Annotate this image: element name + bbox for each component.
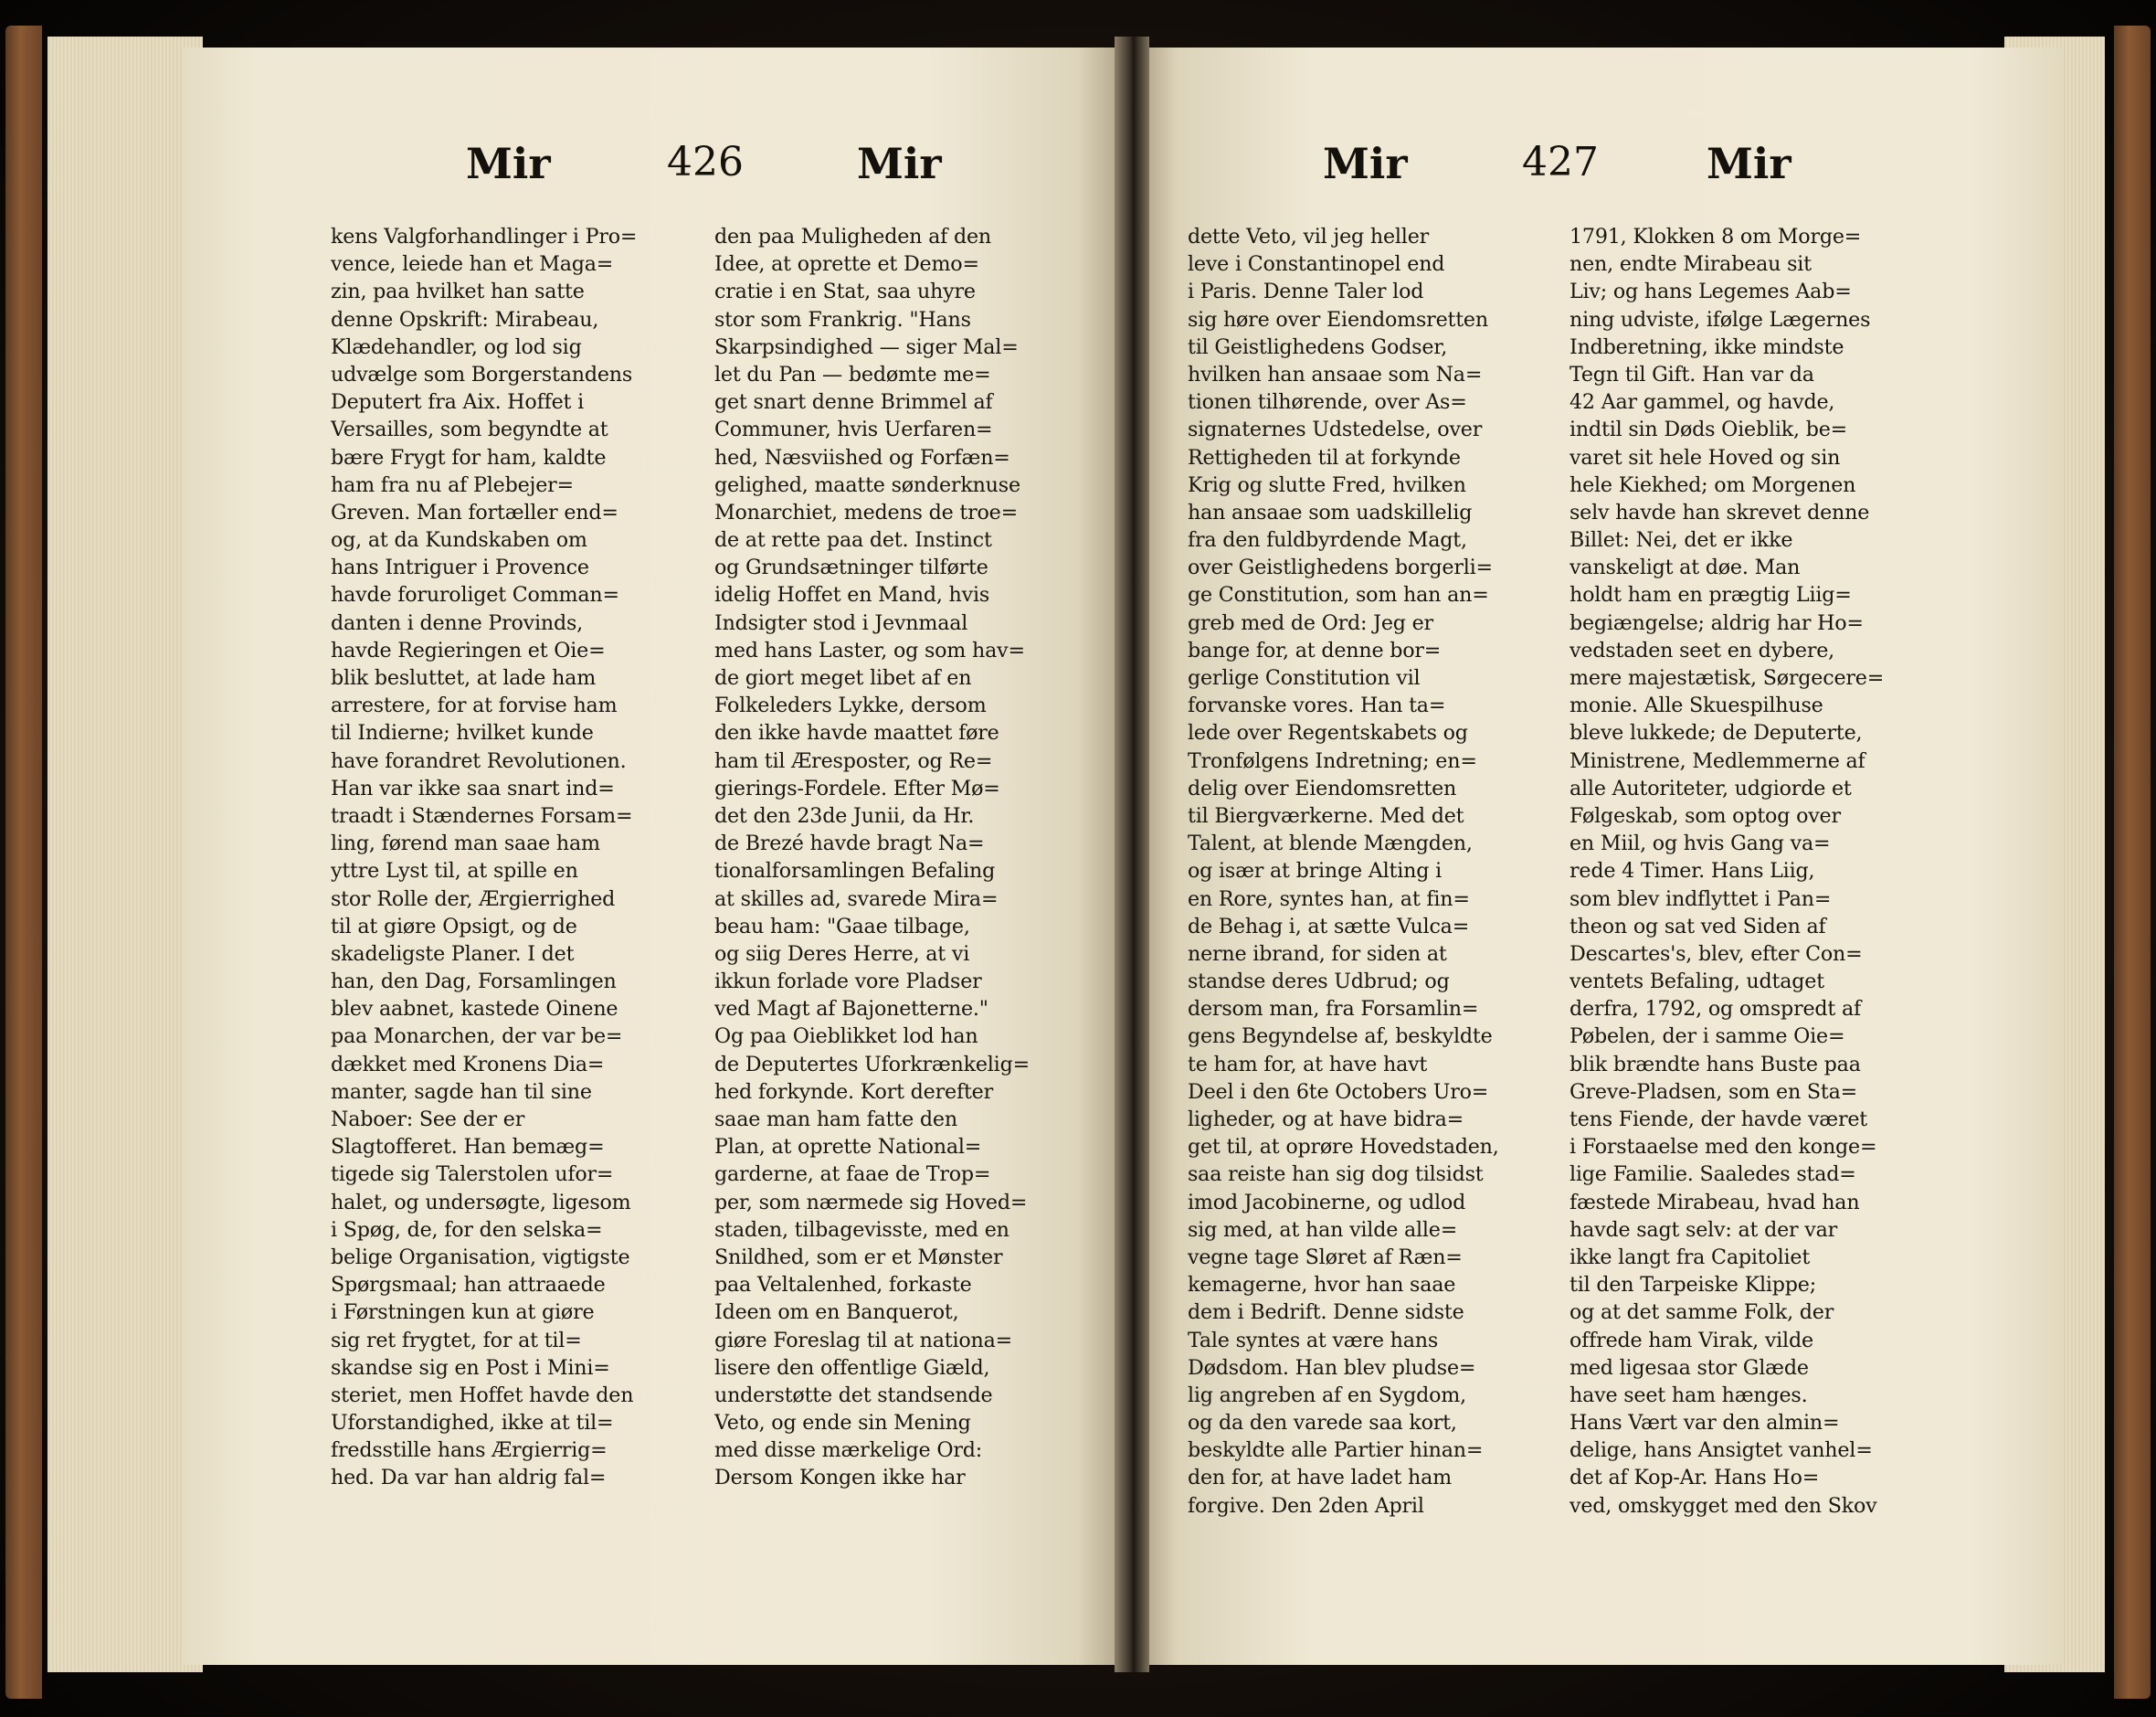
running-head-left	[183, 139, 1115, 221]
text-line: og, at da Kundskaben om	[331, 528, 587, 553]
text-line: gens Begyndelse af, beskyldte	[1188, 1024, 1493, 1049]
text-line: de Behag i, at sætte Vulca=	[1188, 914, 1470, 938]
text-line: bære Frygt for ham, kaldte	[331, 445, 607, 470]
text-line: Talent, at blende Mængden,	[1188, 832, 1473, 856]
right-page-column-1	[1188, 223, 1542, 1520]
text-line: og Grundsætninger tilførte	[714, 556, 988, 580]
text-line: Snildhed, som er et Mønster	[714, 1245, 1003, 1269]
text-line: og især at bringe Alting i	[1188, 859, 1442, 884]
book-cover-right-edge	[2114, 26, 2151, 1699]
text-line: giøre Foreslag til at nationa=	[714, 1328, 1013, 1352]
text-line: ham fra nu af Plebejer=	[331, 472, 574, 497]
text-line: Uforstandighed, ikke at til=	[331, 1411, 614, 1436]
text-line: ling, førend man saae ham	[331, 832, 600, 856]
text-line: Skarpsindighed — siger Mal=	[714, 334, 1019, 359]
text-line: og siig Deres Herre, at vi	[714, 941, 970, 966]
text-line: dem i Bedrift. Denne sidste	[1188, 1300, 1464, 1325]
text-line: lige Familie. Saaledes stad=	[1569, 1162, 1856, 1187]
text-line: have forandret Revolutionen.	[331, 748, 627, 773]
text-line: understøtte det standsende	[714, 1383, 993, 1407]
text-line: skandse sig en Post i Mini=	[331, 1355, 610, 1380]
text-line: Idee, at oprette et Demo=	[714, 252, 979, 277]
running-head-right	[1149, 139, 2063, 221]
text-line: lig angreben af en Sygdom,	[1188, 1383, 1466, 1407]
text-line: manter, sagde han til sine	[331, 1079, 592, 1104]
text-line: hed forkynde. Kort derefter	[714, 1079, 994, 1104]
text-line: en Rore, syntes han, at fin=	[1188, 886, 1470, 911]
text-line: gierings-Fordele. Efter Mø=	[714, 776, 1000, 800]
text-line: vanskeligt at døe. Man	[1569, 556, 1801, 580]
text-line: de Deputertes Uforkrænkelig=	[714, 1052, 1030, 1076]
text-line: Greven. Man fortæller end=	[331, 500, 618, 525]
text-line: Deel i den 6te Octobers Uro=	[1188, 1079, 1489, 1104]
text-line: tens Fiende, der havde været	[1569, 1108, 1867, 1131]
text-line: forvanske vores. Han ta=	[1188, 694, 1446, 718]
text-line: Spørgsmaal; han attraaede	[331, 1273, 606, 1298]
text-line: stor Rolle der, Ærgierrighed	[331, 886, 616, 911]
text-line: halet, og undersøgte, ligesom	[331, 1190, 631, 1214]
text-line: havde Regieringen et Oie=	[331, 638, 606, 662]
text-line: de giort meget libet af en	[714, 666, 972, 690]
text-line: beau ham: "Gaae tilbage,	[714, 914, 970, 938]
text-line: hans Intriguer i Provence	[331, 556, 589, 580]
text-line: Og paa Oieblikket lod han	[714, 1024, 978, 1049]
text-line: og at det samme Folk, der	[1569, 1300, 1834, 1325]
book-gutter	[1115, 37, 1149, 1672]
text-line: hed. Da var han aldrig fal=	[331, 1466, 607, 1490]
text-line: Greve-Pladsen, som en Sta=	[1569, 1079, 1858, 1104]
text-line: til Indierne; hvilket kunde	[331, 721, 594, 746]
text-line: den ikke havde maattet føre	[714, 721, 999, 746]
text-line: ikke langt fra Capitoliet	[1569, 1245, 1811, 1269]
text-line: per, som nærmede sig Hoved=	[714, 1190, 1028, 1214]
text-line: Pøbelen, der i samme Oie=	[1569, 1024, 1845, 1049]
text-line: de at rette paa det. Instinct	[714, 528, 992, 553]
text-line: dette Veto, vil jeg heller	[1188, 225, 1430, 249]
text-line: tigede sig Talerstolen ufor=	[331, 1162, 614, 1187]
text-line: indtil sin Døds Oieblik, be=	[1569, 418, 1848, 442]
text-line: rede 4 Timer. Hans Liig,	[1569, 859, 1815, 884]
text-line: kemagerne, hvor han saae	[1188, 1273, 1456, 1298]
text-line: de Brezé havde bragt Na=	[714, 832, 985, 856]
text-line: Følgeskab, som optog over	[1569, 803, 1841, 828]
text-line: ning udviste, ifølge Lægernes	[1569, 307, 1871, 332]
text-line: nen, endte Mirabeau sit	[1569, 252, 1812, 277]
text-line: blik brændte hans Buste paa	[1569, 1052, 1861, 1076]
text-line: til Geistlighedens Godser,	[1188, 334, 1448, 359]
text-line: standse deres Udbrud; og	[1188, 970, 1450, 994]
text-line: en Miil, og hvis Gang va=	[1569, 832, 1831, 856]
text-line: leve i Constantinopel end	[1188, 252, 1445, 277]
page-number: 427	[1522, 139, 1599, 185]
text-line: det af Kop-Ar. Hans Ho=	[1569, 1466, 1820, 1490]
text-line: tionen tilhørende, over As=	[1188, 390, 1467, 415]
text-line: lisere den offentlige Giæld,	[714, 1355, 990, 1380]
text-line: vence, leiede han et Maga=	[331, 252, 614, 277]
text-line: let du Pan — bedømte me=	[714, 362, 991, 387]
text-line: i Paris. Denne Taler lod	[1188, 280, 1424, 304]
text-line: Han var ikke saa snart ind=	[331, 776, 615, 800]
text-line: Ministrene, Medlemmerne af	[1569, 748, 1865, 773]
text-line: alle Autoriteter, udgiorde et	[1569, 776, 1852, 800]
text-line: i Forstaaelse med den konge=	[1569, 1135, 1877, 1160]
text-line: yttre Lyst til, at spille en	[331, 859, 578, 884]
text-line: beskyldte alle Partier hinan=	[1188, 1438, 1484, 1463]
head-word-left: Mir	[466, 139, 551, 188]
text-line: Tegn til Gift. Han var da	[1569, 362, 1814, 387]
text-line: ham til Æresposter, og Re=	[714, 748, 993, 773]
text-line: ved Magt af Bajonetterne."	[714, 997, 988, 1022]
text-line: Communer, hvis Uerfaren=	[714, 418, 993, 442]
text-line: 42 Aar gammel, og havde,	[1569, 390, 1835, 415]
text-line: zin, paa hvilket han satte	[331, 280, 585, 304]
text-line: Liv; og hans Legemes Aab=	[1569, 280, 1852, 304]
text-line: med ligesaa stor Glæde	[1569, 1355, 1809, 1380]
text-line: Klædehandler, og lod sig	[331, 334, 582, 359]
text-line: ikkun forlade vore Pladser	[714, 970, 982, 994]
text-line: gelighed, maatte sønderknuse	[714, 472, 1020, 497]
text-line: hed, Næsviished og Forfæn=	[714, 445, 1010, 470]
text-line: som blev indflyttet i Pan=	[1569, 886, 1832, 911]
text-line: fra den fuldbyrdende Magt,	[1188, 528, 1467, 553]
text-line: derfra, 1792, og omspredt af	[1569, 997, 1862, 1022]
text-line: hvilken han ansaae som Na=	[1188, 362, 1483, 387]
text-line: Monarchiet, medens de troe=	[714, 500, 1018, 525]
text-line: blik besluttet, at lade ham	[331, 666, 597, 690]
page-number: 426	[667, 139, 744, 185]
text-line: Krig og slutte Fred, hvilken	[1188, 472, 1466, 497]
text-line: saa reiste han sig dog tilsidst	[1188, 1162, 1484, 1187]
text-line: idelig Hoffet en Mand, hvis	[714, 583, 990, 608]
left-page	[183, 48, 1115, 1665]
text-line: cratie i en Stat, saa uhyre	[714, 280, 976, 304]
text-line: i Førstningen kun at giøre	[331, 1300, 595, 1325]
text-line: saae man ham fatte den	[714, 1108, 957, 1131]
text-line: Ideen om en Banquerot,	[714, 1300, 959, 1325]
text-line: sig høre over Eiendomsretten	[1188, 307, 1488, 332]
head-word-right: Mir	[1707, 139, 1791, 188]
text-line: arrestere, for at forvise ham	[331, 694, 618, 718]
text-line: Tronfølgens Indretning; en=	[1188, 748, 1477, 773]
text-line: i Spøg, de, for den selska=	[331, 1217, 603, 1242]
text-line: forgive. Den 2den April	[1188, 1493, 1424, 1518]
text-line: greb med de Ord: Jeg er	[1188, 610, 1433, 635]
text-line: ved, omskygget med den Skov	[1569, 1493, 1877, 1518]
text-line: at skilles ad, svarede Mira=	[714, 886, 999, 911]
text-line: signaternes Udstedelse, over	[1188, 418, 1483, 442]
text-line: sig ret frygtet, for at til=	[331, 1328, 582, 1352]
text-line: Billet: Nei, det er ikke	[1569, 528, 1793, 553]
text-line: dækket med Kronens Dia=	[331, 1052, 605, 1076]
text-line: selv havde han skrevet denne	[1569, 500, 1870, 525]
text-line: 1791, Klokken 8 om Morge=	[1569, 225, 1862, 249]
head-word-left: Mir	[1323, 139, 1408, 188]
text-line: nerne ibrand, for siden at	[1188, 941, 1447, 966]
text-line: danten i denne Provinds,	[331, 610, 584, 635]
text-line: paa Monarchen, der var be=	[331, 1024, 623, 1049]
left-page-column-1	[331, 223, 685, 1492]
text-line: steriet, men Hoffet havde den	[331, 1383, 634, 1407]
text-line: han, den Dag, Forsamlingen	[331, 970, 617, 994]
text-line: skadeligste Planer. I det	[331, 941, 575, 966]
text-line: vegne tage Sløret af Ræn=	[1188, 1245, 1463, 1269]
text-line: Folkeleders Lykke, dersom	[714, 694, 987, 718]
text-line: til Biergværkerne. Med det	[1188, 803, 1464, 828]
text-line: Deputert fra Aix. Hoffet i	[331, 390, 584, 415]
text-line: hele Kiekhed; om Morgenen	[1569, 472, 1856, 497]
text-line: Naboer: See der er	[331, 1108, 525, 1131]
right-page-column-2	[1569, 223, 1924, 1520]
text-line: denne Opskrift: Mirabeau,	[331, 307, 599, 332]
text-line: bange for, at denne bor=	[1188, 638, 1442, 662]
text-line: blev aabnet, kastede Oinene	[331, 997, 618, 1022]
text-line: traadt i Stændernes Forsam=	[331, 803, 633, 828]
text-line: Veto, og ende sin Mening	[714, 1411, 971, 1436]
text-line: Descartes's, blev, efter Con=	[1569, 941, 1863, 966]
text-line: kens Valgforhandlinger i Pro=	[331, 225, 638, 249]
text-line: mere majestætisk, Sørgecere=	[1569, 666, 1885, 690]
text-line: theon og sat ved Siden af	[1569, 914, 1826, 938]
text-line: fredsstille hans Ærgierrig=	[331, 1438, 608, 1463]
text-line: paa Veltalenhed, forkaste	[714, 1273, 972, 1298]
text-line: til at giøre Opsigt, og de	[331, 914, 577, 938]
text-line: te ham for, at have havt	[1188, 1052, 1428, 1076]
text-line: Plan, at oprette National=	[714, 1135, 982, 1160]
text-line: bleve lukkede; de Deputerte,	[1569, 721, 1863, 746]
text-line: ligheder, og at have bidra=	[1188, 1108, 1464, 1131]
text-line: med disse mærkelige Ord:	[714, 1438, 983, 1463]
text-line: gerlige Constitution vil	[1188, 666, 1421, 690]
text-line: belige Organisation, vigtigste	[331, 1245, 630, 1269]
text-line: Dersom Kongen ikke har	[714, 1466, 966, 1490]
head-word-right: Mir	[857, 139, 942, 188]
text-line: dersom man, fra Forsamlin=	[1188, 997, 1479, 1022]
text-line: over Geistlighedens borgerli=	[1188, 556, 1493, 580]
text-line: den paa Muligheden af den	[714, 225, 992, 249]
text-line: get til, at oprøre Hovedstaden,	[1188, 1135, 1499, 1160]
text-line: Dødsdom. Han blev pludse=	[1188, 1355, 1476, 1380]
text-line: staden, tilbagevisste, med en	[714, 1217, 1009, 1242]
text-line: det den 23de Junii, da Hr.	[714, 803, 975, 828]
text-line: ventets Befaling, udtaget	[1569, 970, 1824, 994]
text-line: havde sagt selv: at der var	[1569, 1217, 1838, 1242]
text-line: holdt ham en prægtig Liig=	[1569, 583, 1852, 608]
left-page-column-2	[714, 223, 1069, 1492]
text-line: varet sit hele Hoved og sin	[1569, 445, 1841, 470]
book-cover-left-edge	[5, 26, 42, 1699]
text-line: Indsigter stod i Jevnmaal	[714, 610, 968, 635]
text-line: han ansaae som uadskillelig	[1188, 500, 1473, 525]
text-line: til den Tarpeiske Klippe;	[1569, 1273, 1816, 1298]
text-line: sig med, at han vilde alle=	[1188, 1217, 1458, 1242]
text-line: delig over Eiendomsretten	[1188, 776, 1457, 800]
page-block-left	[48, 37, 203, 1672]
text-line: imod Jacobinerne, og udlod	[1188, 1190, 1466, 1214]
text-line: vedstaden seet en dybere,	[1569, 638, 1835, 662]
text-line: monie. Alle Skuespilhuse	[1569, 694, 1823, 718]
text-line: Rettigheden til at forkynde	[1188, 445, 1461, 470]
text-line: Tale syntes at være hans	[1188, 1328, 1439, 1352]
text-line: Indberetning, ikke mindste	[1569, 334, 1844, 359]
text-line: stor som Frankrig. "Hans	[714, 307, 971, 332]
text-line: den for, at have ladet ham	[1188, 1466, 1452, 1490]
text-line: lede over Regentskabets og	[1188, 721, 1468, 746]
text-line: ge Constitution, som han an=	[1188, 583, 1489, 608]
text-line: og da den varede saa kort,	[1188, 1411, 1457, 1436]
right-page	[1149, 48, 2063, 1665]
text-line: fæstede Mirabeau, hvad han	[1569, 1190, 1860, 1214]
text-line: offrede ham Virak, vilde	[1569, 1328, 1813, 1352]
text-line: garderne, at faae de Trop=	[714, 1162, 991, 1187]
text-line: udvælge som Borgerstandens	[331, 362, 633, 387]
text-line: begiængelse; aldrig har Ho=	[1569, 610, 1864, 635]
text-line: delige, hans Ansigtet vanhel=	[1569, 1438, 1873, 1463]
text-line: Slagtofferet. Han bemæg=	[331, 1135, 605, 1160]
text-line: have seet ham hænges.	[1569, 1383, 1808, 1407]
text-line: Hans Vært var den almin=	[1569, 1411, 1840, 1436]
text-line: havde foruroliget Comman=	[331, 583, 619, 608]
text-line: Versailles, som begyndte at	[331, 418, 608, 442]
text-line: get snart denne Brimmel af	[714, 390, 993, 415]
text-line: med hans Laster, og som hav=	[714, 638, 1025, 662]
text-line: tionalforsamlingen Befaling	[714, 859, 996, 884]
